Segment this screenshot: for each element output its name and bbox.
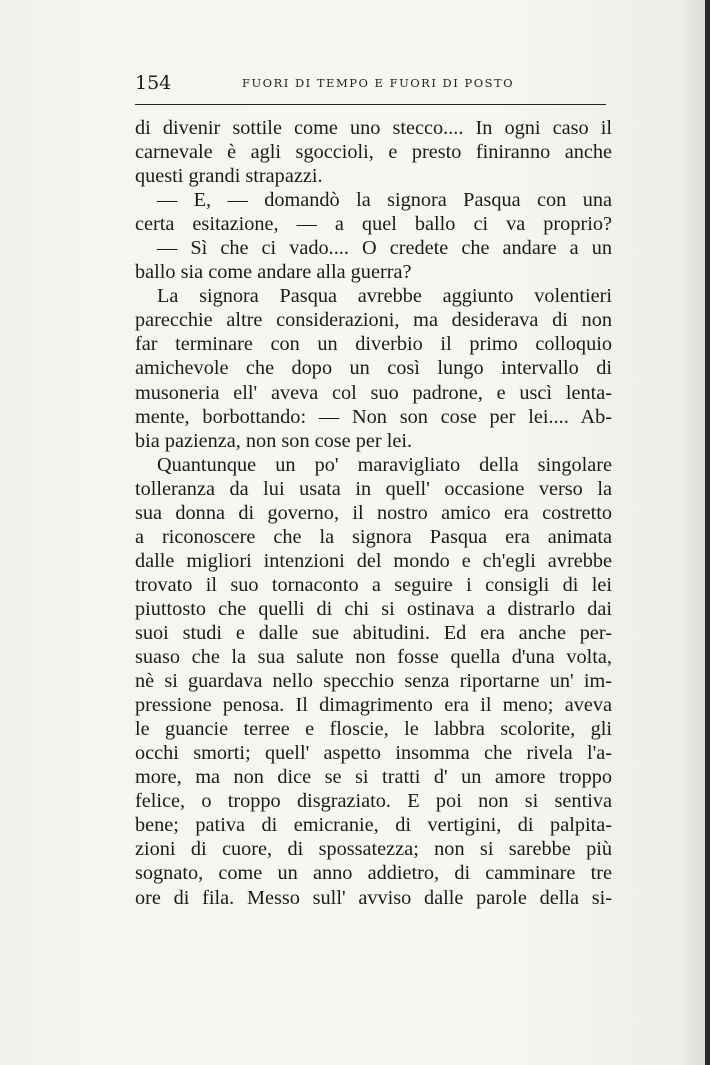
text-line: felice, o troppo disgraziato. E poi non si sentiva: [135, 790, 612, 813]
text-line: a riconoscere che la signora Pasqua era animata: [135, 525, 612, 548]
body-text: [135, 116, 612, 910]
text-line: di divenir sottile come uno stecco.... In ogni caso il: [135, 117, 612, 139]
text-line: parecchie altre considerazioni, ma desiderava di non: [135, 309, 612, 332]
header-rule: [135, 104, 606, 105]
text-line: carnevale è agli sgoccioli, e presto finiranno anche: [135, 141, 612, 164]
text-line: nè si guardava nello specchio senza riportarne un' im-: [135, 670, 612, 693]
page-number: 154: [135, 72, 172, 94]
page-header: [135, 70, 606, 98]
text-line: le guancie terree e floscie, le labbra scolorite, gli: [135, 718, 612, 741]
text-line: amichevole che dopo un così lungo intervallo di: [135, 357, 612, 380]
text-line: musoneria ell' aveva col suo padrone, e uscì lenta-: [135, 381, 612, 404]
text-line: suaso che la sua salute non fosse quella d'una volta,: [135, 646, 612, 669]
text-line: Quantunque un po' maravigliato della singolare: [157, 453, 612, 476]
text-line: ore di fila. Messo sull' avviso dalle parole della si-: [135, 886, 612, 909]
text-line: trovato il suo tornaconto a seguire i consigli di lei: [135, 573, 612, 596]
text-line: ballo sia come andare alla guerra?: [135, 261, 412, 284]
text-line: suoi studi e dalle sue abitudini. Ed era anche per-: [135, 621, 612, 644]
text-line: bene; pativa di emicranie, di vertigini, di palpita-: [135, 814, 612, 837]
page-edge: [705, 0, 710, 1065]
text-line: pressione penosa. Il dimagrimento era il meno; aveva: [135, 694, 612, 717]
text-line: La signora Pasqua avrebbe aggiunto volentieri: [157, 285, 612, 308]
text-line: sua donna di governo, il nostro amico era costretto: [135, 501, 612, 524]
text-line: more, ma non dice se si tratti d' un amore troppo: [135, 766, 612, 789]
text-line: sognato, come un anno addietro, di camminare tre: [135, 862, 612, 885]
text-line: dalle migliori intenzioni del mondo e ch'egli avrebbe: [135, 549, 612, 572]
text-line: occhi smorti; quell' aspetto insomma che rivela l'a-: [135, 742, 612, 765]
text-line: tolleranza da lui usata in quell' occasione verso la: [135, 477, 612, 500]
text-line: mente, borbottando: — Non son cose per lei.... Ab-: [135, 405, 612, 428]
text-line: far terminare con un diverbio il primo colloquio: [135, 333, 612, 356]
running-title: FUORI DI TEMPO E FUORI DI POSTO: [242, 76, 515, 90]
text-line: — Sì che ci vado.... O credete che andare a un: [157, 237, 612, 260]
text-line: piuttosto che quelli di chi si ostinava a distrarlo dai: [135, 597, 612, 620]
text-line: questi grandi strapazzi.: [135, 165, 323, 188]
text-line: certa esitazione, — a quel ballo ci va proprio?: [135, 213, 612, 236]
text-line: — E, — domandò la signora Pasqua con una: [157, 189, 612, 212]
text-line: zioni di cuore, di spossatezza; non si sarebbe più: [135, 838, 612, 861]
text-line: bia pazienza, non son cose per lei.: [135, 429, 413, 452]
